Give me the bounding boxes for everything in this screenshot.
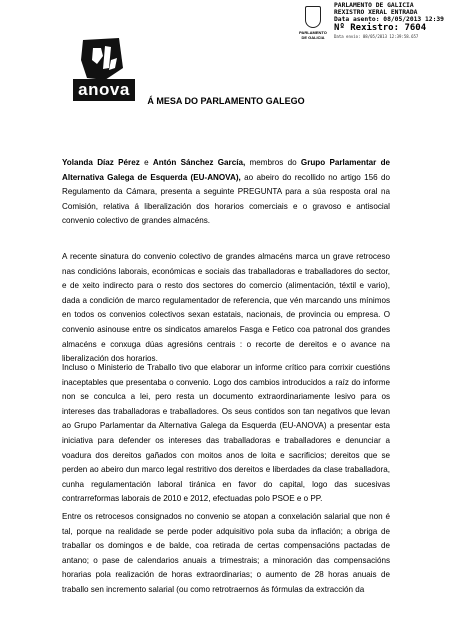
intro-conjunction: e [144, 158, 149, 167]
author-1: Yolanda Díaz Pérez [62, 158, 140, 167]
parliamentary-group: Grupo Parlamentar de Alternativa Galega de Esquerda (EU-ANOVA), [62, 158, 391, 182]
stamp-line-institution: PARLAMENTO DE GALICIA [334, 2, 414, 9]
intro-paragraph [62, 156, 390, 229]
anova-logo [73, 38, 135, 102]
paragraph-3: Entre os retrocesos consignados no convenio se atopan a conxelación salarial que non é tal, porque na realidade se perde poder adquisitivo pola suba da inflación; a obriga de traballar os domingos e de balde, coa retirada de certas compensacións pactadas de antano; o pase de calendarios anuais a trimestrais; a minoración das compensacións horarias pola realización de horas extraordinarias; o aumento de 28 horas anuais de traballo sen incremento salarial (ou como retrotraernos ás fórmulas da extracción da [62, 512, 390, 594]
stamp-line-send-date: Data envío: 08/05/2013 12:39:58.657 [334, 34, 419, 39]
crest-text: PARLAMENTO DE GALICIA [299, 30, 327, 40]
document-heading: Á MESA DO PARLAMENTO GALEGO [147, 96, 305, 106]
intro-members-of: membros do [249, 158, 297, 167]
paragraph-1: A recente sinatura do convenio colectivo de grandes almacéns marca un grave retroceso nas condicións laborais, económicas e sociais das traballadoras e traballadores do sector, e de xeito indirecto para o resto dos sectores do comercio (alimentación, téxtil e vario), dada a condición de marco regulamentador de referencia, que vén marcando uns mínimos en todos os convenios colectivos sexan estatais, nacionais, de provincia ou empresa. O convenio asinouse entre os sindicatos amarelos Fasga e Fetico coa patronal dos grandes almacéns e conxuga dúas agresións centrais : o recorte de dereitos e o avance na liberalización dos horarios. [62, 252, 390, 364]
stamp-line-entry-date: Data asento: 08/05/2013 12:39 [334, 16, 444, 23]
parliament-crest [298, 6, 328, 46]
stamp-line-number: Nº Rexistro: 7604 [334, 23, 427, 33]
logo-wordmark: anova [73, 79, 135, 101]
logo-mark-icon [79, 38, 125, 80]
shield-icon [305, 6, 321, 28]
author-2: Antón Sánchez García, [152, 158, 246, 167]
stamp-line-registry: REXISTRO XERAL ENTRADA [334, 9, 418, 16]
intro-rest: ao abeiro do recollido no artigo 156 do Regulamento da Cámara, presenta a seguinte PREGUNTA para a súa resposta oral na Comisión, relativa á liberalización dos horarios comerciais e o gravoso e antisocial convenio colectivo de grandes almacéns. [62, 172, 391, 226]
registry-stamp [298, 0, 450, 50]
paragraph-2: Incluso o Ministerio de Traballo tivo que elaborar un informe crítico para corrixir cuestións inaceptables que presentaba o convenio. Logo dos cambios introducidos a raíz do informe non se conculca a lei, pero resta un documento extraordinariamente lesivo para os intereses das traballadoras e traballadores. Os seus contidos son tan negativos que levan ao Grupo Parlamentar da Alternativa Galega da Esquerda (EU-ANOVA) a presentar esta iniciativa para defender os intereses das traballadoras e traballadores e denunciar a voadura dos dereitos gañados con moitos anos de loita e sacrificios; dereitos que se perden ao abeiro dun marco legal restritivo dos dereitos e liberdades da clase traballadora, cunha regulamentación laboral tiránica en favor do capital, logo das sucesivas contrarreformas laborais de 2010 e 2012, efectuadas polo PSOE e o PP. [62, 363, 390, 504]
